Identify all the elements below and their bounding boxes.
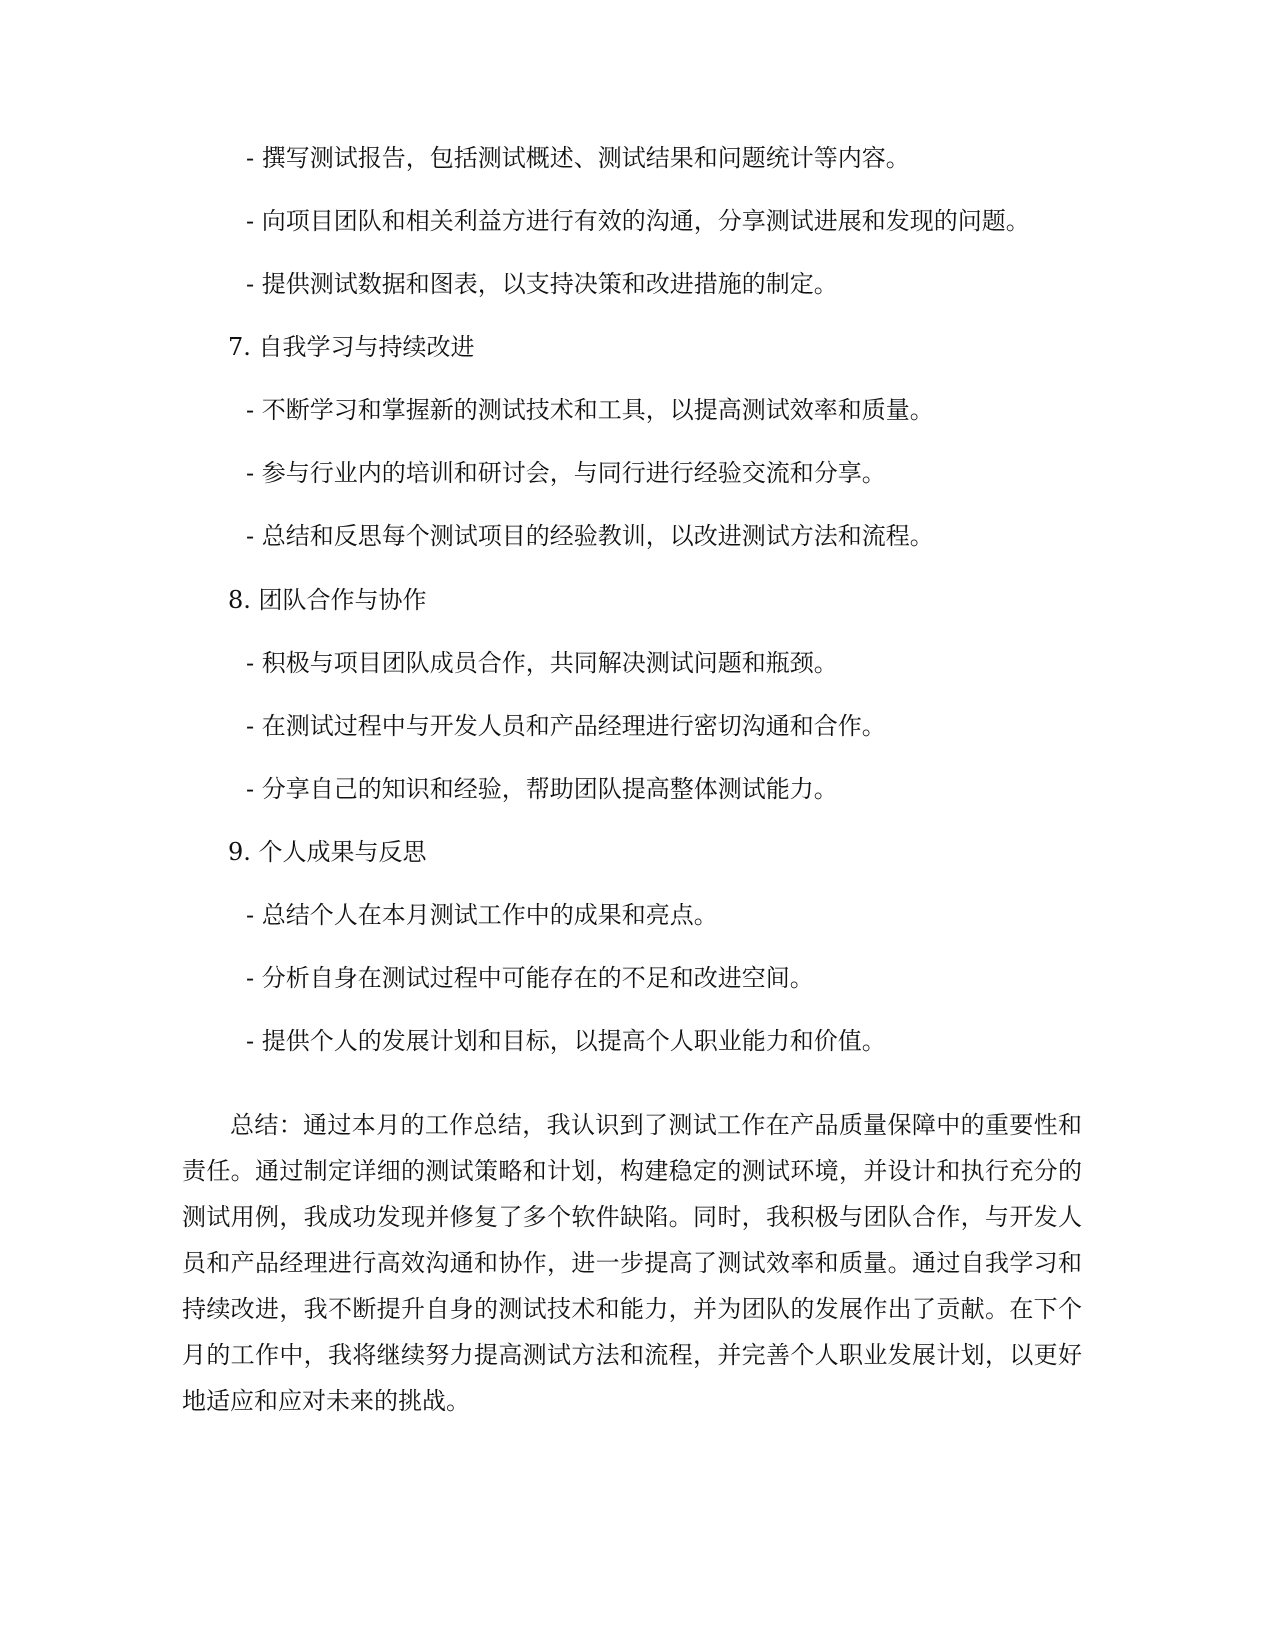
summary-paragraph: 总结：通过本月的工作总结，我认识到了测试工作在产品质量保障中的重要性和责任。通过制定详细的测试策略和计划，构建稳定的测试环境，并设计和执行充分的测试用例，我成功发现并修复了多个软件缺陷。同时，我积极与团队合作，与开发人员和产品经理进行高效沟通和协作，进一步提高了测试效率和质量。通过自我学习和持续改进，我不断提升自身的测试技术和能力，并为团队的发展作出了贡献。在下个月的工作中，我将继续努力提高测试方法和流程，并完善个人职业发展计划，以更好地适应和应对未来的挑战。: [182, 1111, 1082, 1415]
section-heading-8: 8. 团队合作与协作: [228, 586, 427, 614]
section-heading-9: 9. 个人成果与反思: [228, 838, 427, 866]
list-item: - 向项目团队和相关利益方进行有效的沟通，分享测试进展和发现的问题。: [246, 207, 1030, 235]
section-heading-7: 7. 自我学习与持续改进: [228, 333, 475, 361]
list-item: - 分析自身在测试过程中可能存在的不足和改进空间。: [246, 964, 814, 992]
list-item: - 不断学习和掌握新的测试技术和工具，以提高测试效率和质量。: [246, 396, 934, 424]
list-item: - 参与行业内的培训和研讨会，与同行进行经验交流和分享。: [246, 459, 886, 487]
list-item: - 提供个人的发展计划和目标，以提高个人职业能力和价值。: [246, 1027, 886, 1055]
list-item: - 总结和反思每个测试项目的经验教训，以改进测试方法和流程。: [246, 522, 934, 550]
list-item: - 撰写测试报告，包括测试概述、测试结果和问题统计等内容。: [246, 144, 910, 172]
list-item: - 积极与项目团队成员合作，共同解决测试问题和瓶颈。: [246, 649, 838, 677]
list-item: - 总结个人在本月测试工作中的成果和亮点。: [246, 901, 718, 929]
list-item: - 分享自己的知识和经验，帮助团队提高整体测试能力。: [246, 775, 838, 803]
list-item: - 在测试过程中与开发人员和产品经理进行密切沟通和合作。: [246, 712, 886, 740]
list-item: - 提供测试数据和图表，以支持决策和改进措施的制定。: [246, 270, 838, 298]
